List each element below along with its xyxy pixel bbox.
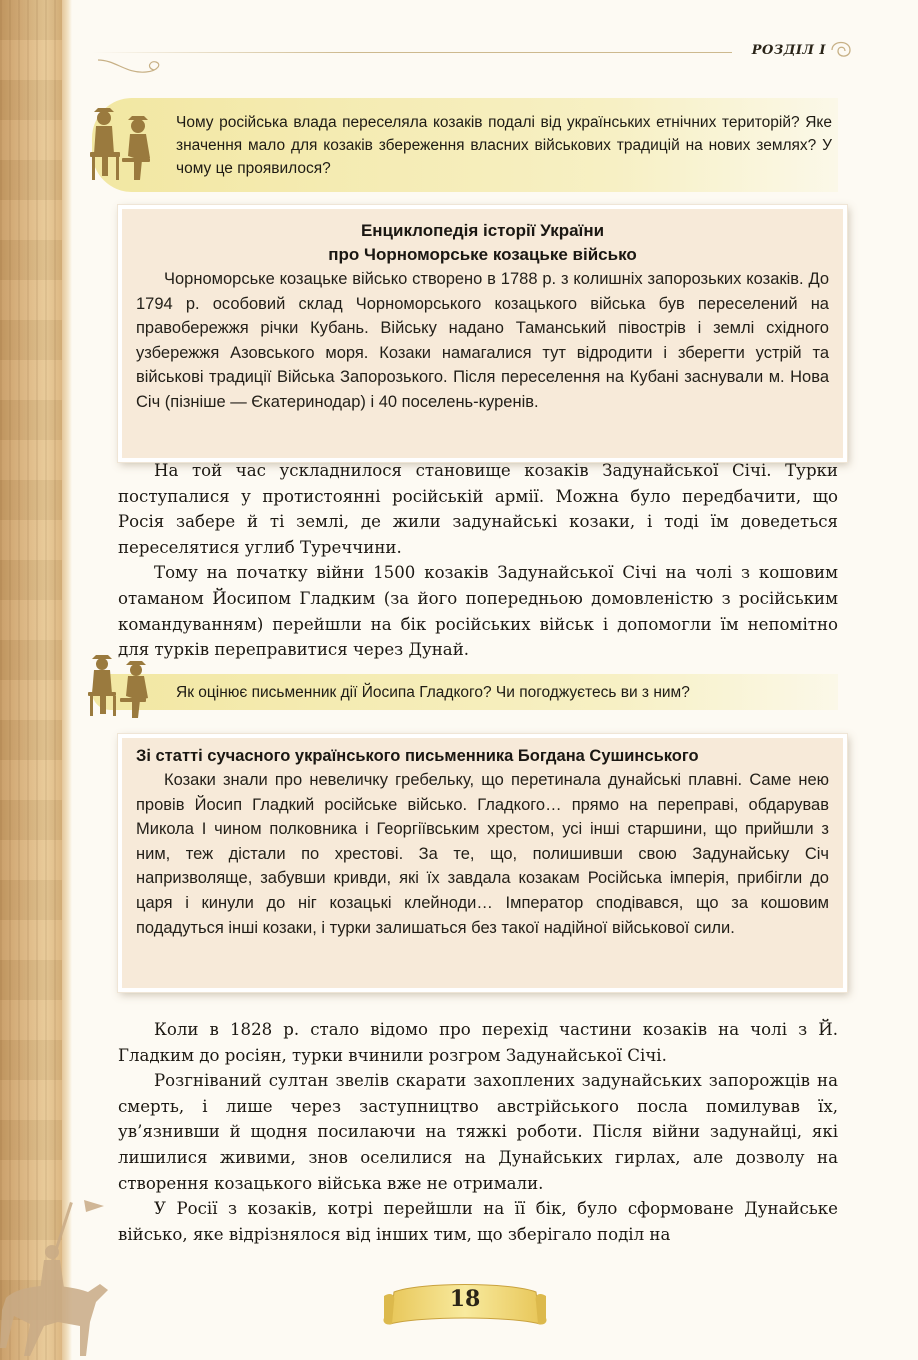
body-text-block-2	[118, 1017, 838, 1247]
page-number-banner	[380, 1274, 550, 1336]
cossacks-discussion-icon	[78, 650, 170, 720]
header-swirl-icon	[828, 36, 858, 66]
question-box-2	[92, 674, 838, 710]
section-label: РОЗДІЛ I	[751, 43, 826, 58]
paragraph: Розгніваний султан звелів скарати захоплених задунайських запорожців на смерть, і лише через заступництво австрійського посла помилував їх, ув’язнивши й щодня посилаючи на тяжкі роботи. Після війни задунайці, які лишилися живими, знов оселилися на Дунайських гирлах, але дозволу на створення козацького війська вже не отримали.	[118, 1071, 838, 1193]
question-text-1: Чому російська влада переселяла козаків подалі від українських етнічних територій? Яке значення мало для козаків збереження власних військових традицій на нових землях? У чому це проявилося?	[176, 113, 832, 177]
side-strip-edge	[62, 0, 72, 1360]
paragraph: На той час ускладнилося становище козаків Задунайської Січі. Турки поступалися у протистоянні російській армії. Можна було передбачити, що Росія забере й ті землі, де жили задунайські козаки, і тоді їм доведеться переселятися углиб Туреччини.	[118, 461, 838, 557]
source-title: Зі статті сучасного українського письменника Богдана Сушинського	[136, 747, 699, 765]
cossack-rider-silhouette-icon	[0, 1198, 120, 1360]
paragraph: У Росії з козаків, котрі перейшли на її бік, було сформоване Дунайське військо, яке відрізнялося від інших тим, що зберігало поділ на	[118, 1199, 838, 1244]
cossacks-discussion-icon	[78, 96, 170, 188]
decorative-side-strip	[0, 0, 66, 1360]
paragraph: Коли в 1828 р. стало відомо про перехід частини козаків на чолі з Й. Гладким до росіян, турки вчинили розгром Задунайської Січі.	[118, 1020, 838, 1065]
encyclopedia-source-box	[118, 205, 847, 462]
question-text-2: Як оцінює письменник дії Йосипа Гладкого? Чи погоджуєтесь ви з ним?	[176, 683, 690, 701]
header-rule	[92, 52, 732, 53]
page-number: 18	[449, 1286, 481, 1312]
question-box-1	[92, 98, 838, 192]
source-title-line-2: про Чорноморське козацьке військо	[328, 245, 637, 264]
header-flourish-icon	[96, 56, 186, 82]
source-body: Чорноморське козацьке військо створено в 1788 р. з колишніх запорозьких козаків. До 1794 р. особовий склад Чорноморського козацького війська був переселений на правобережжя річки Кубань. Війську надано Таманський півострів і землі східного узбережжя Азовського моря. Козаки намагалися тут відродити і зберегти устрій та військові традиції Війська Запорозького. Після переселення на Кубані заснували м. Нова Січ (пізніше — Єкатеринодар) і 40 поселень-куренів.	[136, 270, 829, 411]
writer-article-source-box	[118, 734, 847, 992]
paragraph: Тому на початку війни 1500 козаків Задунайської Січі на чолі з кошовим отаманом Йосипом Гладким (за його попередньою домовленістю з російським командуванням) перейшли на бік російських військ і допомогли їм непомітно для турків переправитися через Дунай.	[118, 563, 838, 660]
body-text-block-1	[118, 458, 838, 663]
source-title-line-1: Енциклопедія історії України	[360, 221, 605, 240]
source-body: Козаки знали про невеличку гребельку, що перетинала дунайські плавні. Саме нею провів Йосип Гладкий російське військо. Гладкого… прямо на переправі, обдарував Микола I чином полковника і Георгіївським хрестом, усі інші старшини, що прийшли з ним, теж дістали по хрестові. За те, що, полишивши свою Задунайську Січ напризволяще, забувши кривди, які їх завдала козакам Російська імперія, прибігли до царя і кинули до ніг козацькі клейноди… Імператор сподівався, що за кошовим подадуться інші козаки, і турки залишаться без такої надійної військової сили.	[136, 771, 829, 937]
